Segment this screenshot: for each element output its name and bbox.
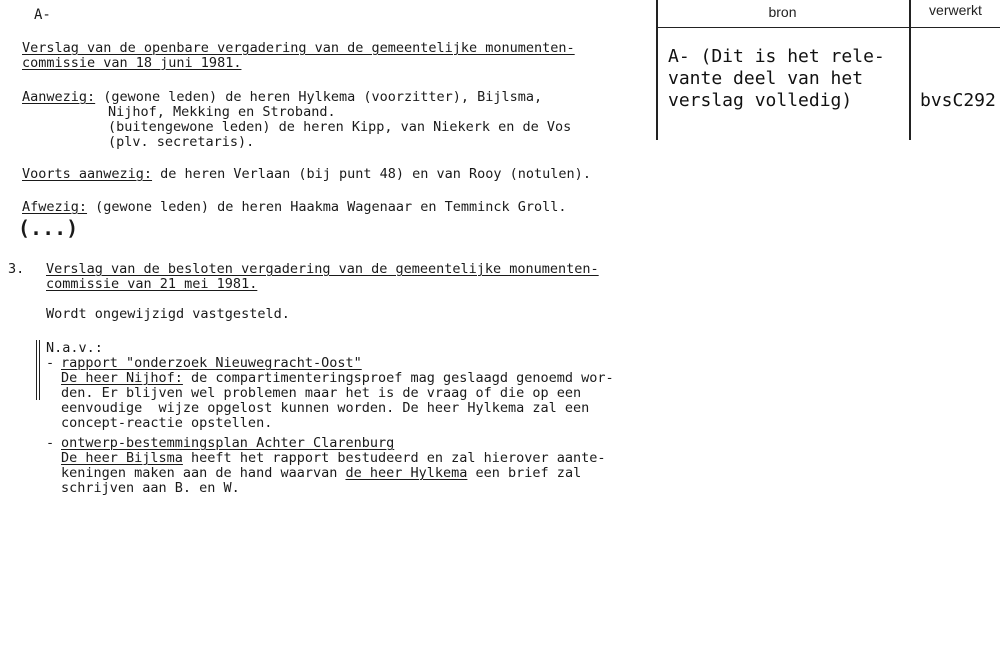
attendees-line-4: (plv. secretaris).	[108, 134, 255, 150]
also-present-label: Voorts aanwezig:	[22, 166, 153, 182]
header-mark: A-	[34, 7, 51, 23]
sub1-line-4: concept-reactie opstellen.	[61, 415, 273, 431]
processed-code: bvsC292	[920, 90, 996, 111]
also-present-text: de heren Verlaan (bij punt 48) en van Rooy (notulen).	[152, 166, 591, 182]
sub1-line-3: eenvoudige wijze opgelost kunnen worden. De heer Hylkema zal een	[61, 400, 590, 416]
source-note-line-3: verslag volledig)	[668, 90, 853, 111]
column-header-processed: verwerkt	[929, 2, 982, 18]
list-item-dash: -	[46, 355, 55, 371]
also-present	[22, 167, 591, 182]
item-3-title-line-1: Verslag van de besloten vergadering van de gemeentelijke monumenten-	[46, 261, 599, 277]
attendees-label: Aanwezig:	[22, 89, 96, 105]
sub2-text-2c: een brief zal	[467, 465, 582, 481]
sub2-text-1: heeft het rapport bestudeerd en zal hierover aante-	[182, 450, 606, 466]
margin-bar-outer	[36, 340, 37, 400]
title-line-2: commissie van 18 juni 1981.	[22, 55, 242, 71]
sub2-speaker: De heer Bijlsma	[61, 450, 183, 466]
attendees-line-3: (buitengewone leden) de heren Kipp, van Niekerk en de Vos	[108, 119, 572, 135]
table-column-divider	[909, 0, 911, 140]
source-note-line-1: A- (Dit is het rele-	[668, 46, 885, 67]
table-left-border	[656, 0, 658, 140]
source-note-line-2: vante deel van het	[668, 68, 864, 89]
item-3-number: 3.	[8, 261, 25, 277]
sub1-text-1: de compartimenteringsproef mag geslaagd genoemd wor-	[182, 370, 614, 386]
sub2-line-3: schrijven aan B. en W.	[61, 480, 240, 496]
sub2-text-2a: keningen maken aan de hand waarvan	[61, 465, 346, 481]
sub2-line-1	[61, 451, 606, 466]
sub1-title: rapport "onderzoek Nieuwegracht-Oost"	[61, 355, 362, 371]
absent-label: Afwezig:	[22, 199, 88, 215]
nav-label: N.a.v.:	[46, 340, 103, 356]
attendees-text-1: (gewone leden) de heren Hylkema (voorzitter), Bijlsma,	[95, 89, 543, 105]
attendees-line-1	[22, 90, 542, 105]
sub2-line-2	[61, 466, 581, 481]
list-item-dash: -	[46, 435, 55, 451]
title-line-1: Verslag van de openbare vergadering van de gemeentelijke monumenten-	[22, 40, 575, 56]
absent	[22, 200, 567, 215]
attendees-line-2: Nijhof, Mekking en Stroband.	[108, 104, 336, 120]
column-header-source: bron	[768, 4, 797, 20]
item-3-decision: Wordt ongewijzigd vastgesteld.	[46, 306, 290, 322]
sub1-line-1	[61, 371, 614, 386]
sub1-line-2: den. Er blijven wel problemen maar het is de vraag of die op een	[61, 385, 582, 401]
sub2-title: ontwerp-bestemmingsplan Achter Clarenburg	[61, 435, 395, 451]
ellipsis: (...)	[18, 216, 79, 240]
absent-text: (gewone leden) de heren Haakma Wagenaar en Temminck Groll.	[87, 199, 567, 215]
sub2-person: de heer Hylkema	[345, 465, 468, 481]
table-header-rule	[656, 27, 1000, 28]
item-3-title-line-2: commissie van 21 mei 1981.	[46, 276, 258, 292]
sub1-speaker: De heer Nijhof:	[61, 370, 183, 386]
margin-bar-inner	[39, 340, 40, 400]
